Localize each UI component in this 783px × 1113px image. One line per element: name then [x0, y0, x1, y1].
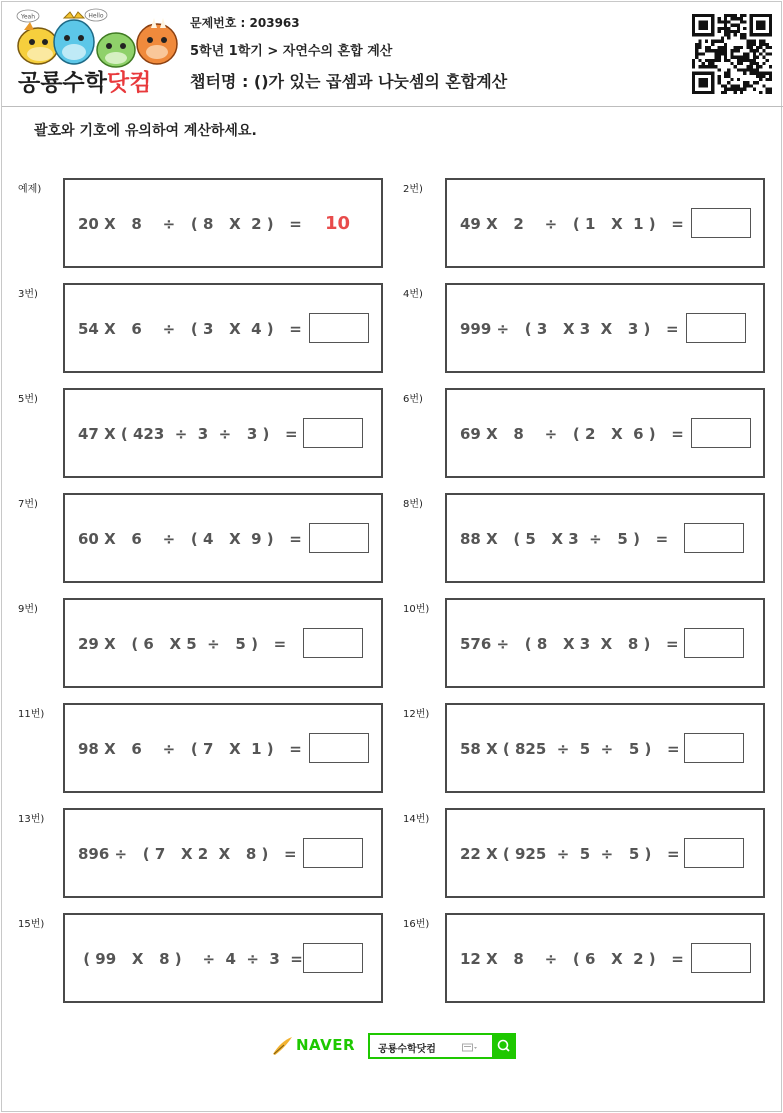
problem-box [445, 178, 765, 268]
keyboard-icon[interactable] [462, 1043, 478, 1053]
problem-box [63, 808, 383, 898]
answer-box[interactable] [303, 418, 363, 448]
problem-box [63, 283, 383, 373]
chapter-title: 챕터명 : ()가 있는 곱셈과 나눗셈의 혼합계산 [190, 72, 508, 91]
example-answer: 10 [325, 213, 351, 234]
problem-label: 12번) [403, 709, 430, 720]
problem-label: 8번) [403, 499, 423, 510]
problem-box [445, 913, 765, 1003]
problem-label: 9번) [18, 604, 38, 615]
naver-logo-text: NAVER [296, 1036, 356, 1054]
answer-box[interactable] [691, 418, 751, 448]
answer-box[interactable] [684, 733, 744, 763]
bubble-yeah: Yeah [20, 13, 36, 21]
answer-box[interactable] [303, 628, 363, 658]
problem-box [63, 178, 383, 268]
problem-expression: 58 X ( 825 ÷ 5 ÷ 5 ) = [460, 740, 680, 758]
problem-expression: 29 X ( 6 X 5 ÷ 5 ) = [78, 635, 287, 653]
problem-label: 16번) [403, 919, 430, 930]
answer-box[interactable] [686, 313, 746, 343]
brand-part1: 공룡수학 [18, 70, 107, 96]
problem-box [63, 703, 383, 793]
search-button[interactable] [492, 1033, 516, 1059]
problem-expression: 54 X 6 ÷ ( 3 X 4 ) = [78, 320, 302, 338]
problem-expression: 69 X 8 ÷ ( 2 X 6 ) = [460, 425, 684, 443]
problem-label: 11번) [18, 709, 45, 720]
problem-label: 예제) [18, 184, 42, 195]
brand-logo-text [18, 64, 151, 97]
problem-label: 13번) [18, 814, 45, 825]
answer-box[interactable] [691, 943, 751, 973]
problem-box [445, 388, 765, 478]
problem-box [63, 598, 383, 688]
problem-box [445, 283, 765, 373]
qr-code-icon [692, 14, 772, 94]
problem-expression: 49 X 2 ÷ ( 1 X 1 ) = [460, 215, 684, 233]
problem-expression: 22 X ( 925 ÷ 5 ÷ 5 ) = [460, 845, 680, 863]
answer-box[interactable] [684, 628, 744, 658]
problem-expression: 47 X ( 423 ÷ 3 ÷ 3 ) = [78, 425, 298, 443]
problem-expression: 12 X 8 ÷ ( 6 X 2 ) = [460, 950, 684, 968]
answer-box[interactable] [684, 838, 744, 868]
search-query-text: 공룡수학닷컴 [378, 1044, 436, 1055]
answer-box[interactable] [309, 733, 369, 763]
instruction-text: 괄호와 기호에 유의하여 계산하세요. [34, 123, 257, 139]
problem-expression: ( 99 X 8 ) ÷ 4 ÷ 3 = [78, 950, 303, 968]
problem-expression: 576 ÷ ( 8 X 3 X 8 ) = [460, 635, 679, 653]
problem-label: 6번) [403, 394, 423, 405]
naver-search-box[interactable] [368, 1033, 516, 1059]
problem-expression: 88 X ( 5 X 3 ÷ 5 ) = [460, 530, 669, 548]
problem-expression: 98 X 6 ÷ ( 7 X 1 ) = [78, 740, 302, 758]
problem-number: 문제번호 : 203963 [190, 16, 300, 30]
problem-box [63, 493, 383, 583]
bubble-hello: Hello [88, 12, 104, 20]
header [2, 2, 783, 107]
answer-box[interactable] [309, 523, 369, 553]
problem-box [445, 808, 765, 898]
problem-label: 3번) [18, 289, 38, 300]
problem-label: 14번) [403, 814, 430, 825]
problem-box [445, 493, 765, 583]
problem-label: 2번) [403, 184, 423, 195]
problem-label: 7번) [18, 499, 38, 510]
problem-box [445, 703, 765, 793]
problem-expression: 896 ÷ ( 7 X 2 X 8 ) = [78, 845, 297, 863]
problem-expression: 999 ÷ ( 3 X 3 X 3 ) = [460, 320, 679, 338]
problem-box [445, 598, 765, 688]
answer-box[interactable] [303, 838, 363, 868]
problem-box [63, 388, 383, 478]
problem-label: 5번) [18, 394, 38, 405]
answer-box[interactable] [684, 523, 744, 553]
worksheet [1, 1, 782, 1112]
course-path: 5학년 1학기 > 자연수의 혼합 계산 [190, 44, 393, 59]
problem-label: 10번) [403, 604, 430, 615]
answer-box[interactable] [303, 943, 363, 973]
answer-box[interactable] [309, 313, 369, 343]
problem-label: 15번) [18, 919, 45, 930]
search-icon [492, 1033, 516, 1059]
naver-search-widget [270, 1033, 516, 1059]
brand-part2: 닷컴 [106, 70, 152, 96]
naver-feather-icon [270, 1034, 294, 1058]
problem-expression: 20 X 8 ÷ ( 8 X 2 ) = [78, 215, 302, 233]
problem-label: 4번) [403, 289, 423, 300]
problem-box [63, 913, 383, 1003]
problem-expression: 60 X 6 ÷ ( 4 X 9 ) = [78, 530, 302, 548]
answer-box[interactable] [691, 208, 751, 238]
